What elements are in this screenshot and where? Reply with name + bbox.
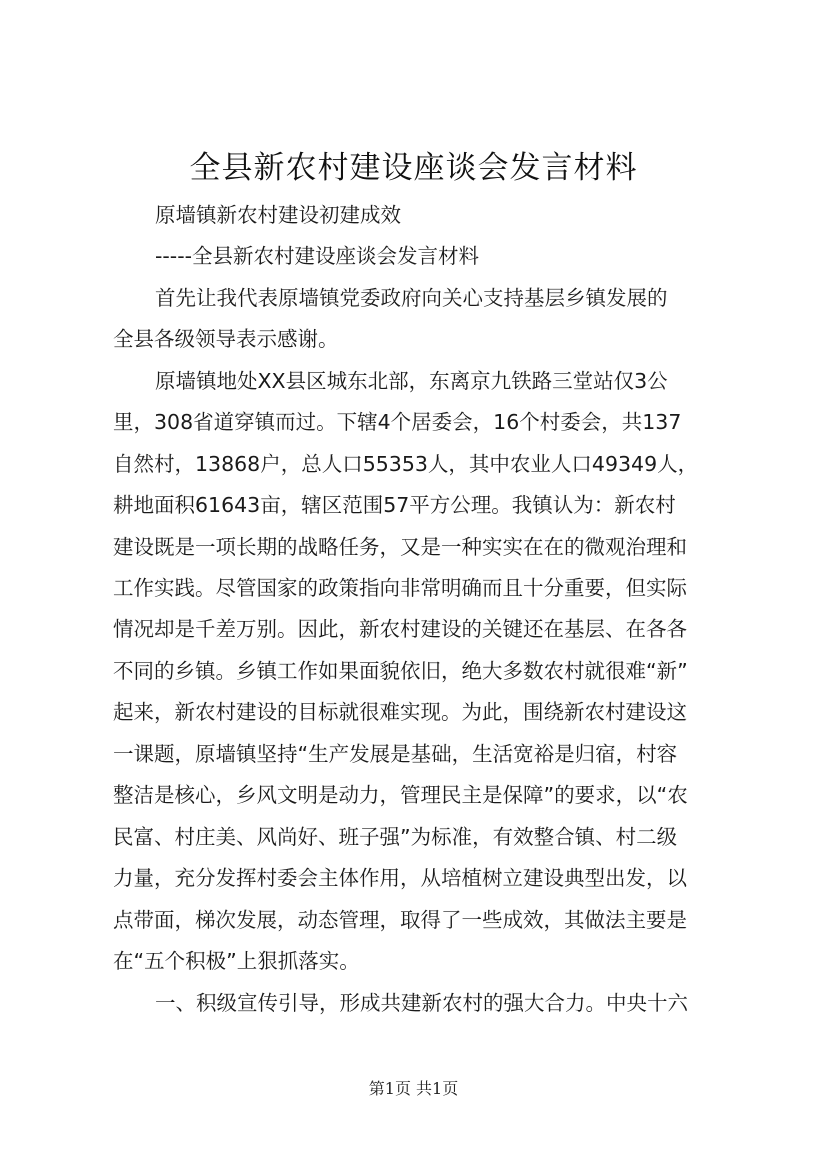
paragraph-line: 一课题，原墙镇坚持“生产发展是基础，生活宽裕是归宿，村容 — [113, 742, 678, 766]
paragraph-line: 全县各级领导表示感谢。 — [113, 327, 339, 351]
paragraph-line: 整洁是核心，乡风文明是动力，管理民主是保障”的要求，以“农 — [113, 783, 688, 807]
paragraph-line: 民富、村庄美、风尚好、班子强”为标准，有效整合镇、村二级 — [113, 825, 678, 849]
paragraph-line: 自然村，13868户，总人口55353人，其中农业人口49349人， — [113, 452, 699, 476]
paragraph-line: 原墙镇地处XX县区城东北部，东离京九铁路三堂站仅3公 — [155, 369, 668, 393]
document-title: 全县新农村建设座谈会发言材料 — [189, 150, 638, 186]
paragraph-line: 里，308省道穿镇而过。下辖4个居委会，16个村委会，共137 — [113, 410, 682, 434]
paragraph-line: 首先让我代表原墙镇党委政府向关心支持基层乡镇发展的 — [155, 286, 668, 310]
page-footer: 第1页 共1页 — [368, 1079, 459, 1098]
paragraph-line: 工作实践。尽管国家的政策指向非常明确而且十分重要，但实际 — [113, 576, 687, 600]
paragraph-line: 一、积级宣传引导，形成共建新农村的强大合力。中央十六 — [155, 991, 688, 1015]
paragraph-line: 耕地面积61643亩，辖区范围57平方公理。我镇认为：新农村 — [113, 493, 676, 517]
paragraph-line: 点带面，梯次发展，动态管理，取得了一些成效，其做法主要是 — [113, 908, 687, 932]
subtitle-line: -----全县新农村建设座谈会发言材料 — [155, 244, 479, 268]
paragraph-line: 起来，新农村建设的目标就很难实现。为此，围绕新农村建设这 — [113, 700, 687, 724]
paragraph-line: 情况却是千差万别。因此，新农村建设的关键还在基层、在各各 — [113, 617, 687, 641]
paragraph-line: 在“五个积极”上狠抓落实。 — [113, 949, 360, 973]
paragraph-line: 不同的乡镇。乡镇工作如果面貌依旧，绝大多数农村就很难“新” — [113, 659, 688, 683]
paragraph-line: 力量，充分发挥村委会主体作用，从培植树立建设典型出发，以 — [113, 866, 687, 890]
subtitle-line: 原墙镇新农村建设初建成效 — [155, 203, 401, 227]
paragraph-line: 建设既是一项长期的战略任务，又是一种实实在在的微观治理和 — [113, 535, 687, 559]
